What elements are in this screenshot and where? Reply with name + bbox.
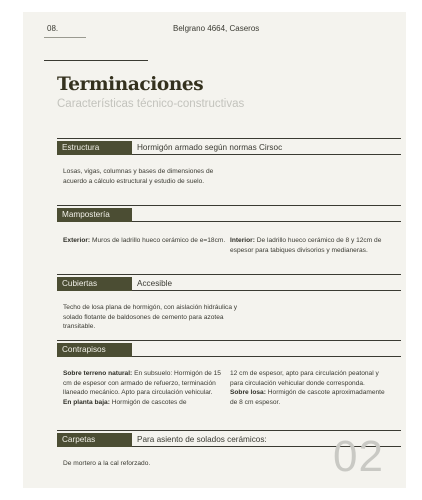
sobre-losa-text: Hormigón de cascote aproximadamente de 8 cm espesor. <box>230 389 385 406</box>
interior-label: Interior: <box>230 237 255 244</box>
mamposteria-exterior <box>63 236 229 246</box>
cubiertas-text: Techo de losa plana de hormigón, con aislación hidráulica y solado flotante de baldosones de cemento para azotea transitable. <box>63 304 238 331</box>
section-top-rule <box>57 205 401 206</box>
section-description: Hormigón armado según normas Cirsoc <box>137 143 283 152</box>
section-top-rule <box>57 430 401 431</box>
page-number: 02 <box>333 432 384 481</box>
terreno-label: Sobre terreno natural: <box>63 370 133 377</box>
section-rule <box>132 221 401 222</box>
section-description: Accesible <box>137 279 173 288</box>
section-label: Estructura <box>57 141 132 155</box>
estructura-text: Losas, vigas, columnas y bases de dimensiones de acuerdo a cálculo estructural y estudio de suelo. <box>63 168 214 185</box>
contrapisos-continued-text: 12 cm de espesor, apto para circulación peatonal y para circulación vehicular donde corresponda. <box>230 370 379 387</box>
planta-baja-label: En planta baja: <box>63 398 110 406</box>
header-rule <box>44 60 148 61</box>
section-header-cubiertas <box>57 277 401 291</box>
page-section-number: 08. <box>47 24 59 33</box>
section-label: Mampostería <box>57 208 132 222</box>
brochure-page <box>23 12 406 488</box>
exterior-text: Muros de ladrillo hueco cerámico de e=18cm. <box>91 237 226 244</box>
mamposteria-interior <box>230 236 390 255</box>
section-label: Cubiertas <box>57 277 132 291</box>
exterior-label: Exterior: <box>63 237 91 244</box>
section-top-rule <box>57 274 401 275</box>
section-header-contrapisos <box>57 343 401 357</box>
contrapisos-left <box>63 369 229 407</box>
header-divider <box>44 37 86 38</box>
planta-baja-text: Hormigón de cascotes de <box>111 398 187 406</box>
interior-text: De ladrillo hueco cerámico de 8 y 12cm de espesor para tabiques divisorios y medianeras. <box>230 237 382 254</box>
section-top-rule <box>57 340 401 341</box>
section-rule <box>132 290 401 291</box>
terreno-text: En subsuelo: Hormigón de 15 cm de espesor con armado de refuerzo, terminación llaneado mecánico. Apto para circulación vehicular. <box>63 370 221 397</box>
section-label: Contrapisos <box>57 343 132 357</box>
page-subtitle: Características técnico-constructivas <box>57 98 245 110</box>
header-address: Belgrano 4664, Caseros <box>173 24 260 33</box>
contrapisos-right <box>230 369 392 407</box>
page-title: Terminaciones <box>57 74 204 95</box>
section-top-rule <box>57 138 401 139</box>
section-header-estructura <box>57 141 401 155</box>
section-header-mamposteria <box>57 208 401 222</box>
carpetas-text: De mortero a la cal reforzado. <box>63 460 151 467</box>
section-rule <box>132 356 401 357</box>
sobre-losa-label: Sobre losa: <box>230 389 266 397</box>
section-description: Para asiento de solados cerámicos: <box>137 435 267 444</box>
section-label: Carpetas <box>57 433 132 447</box>
